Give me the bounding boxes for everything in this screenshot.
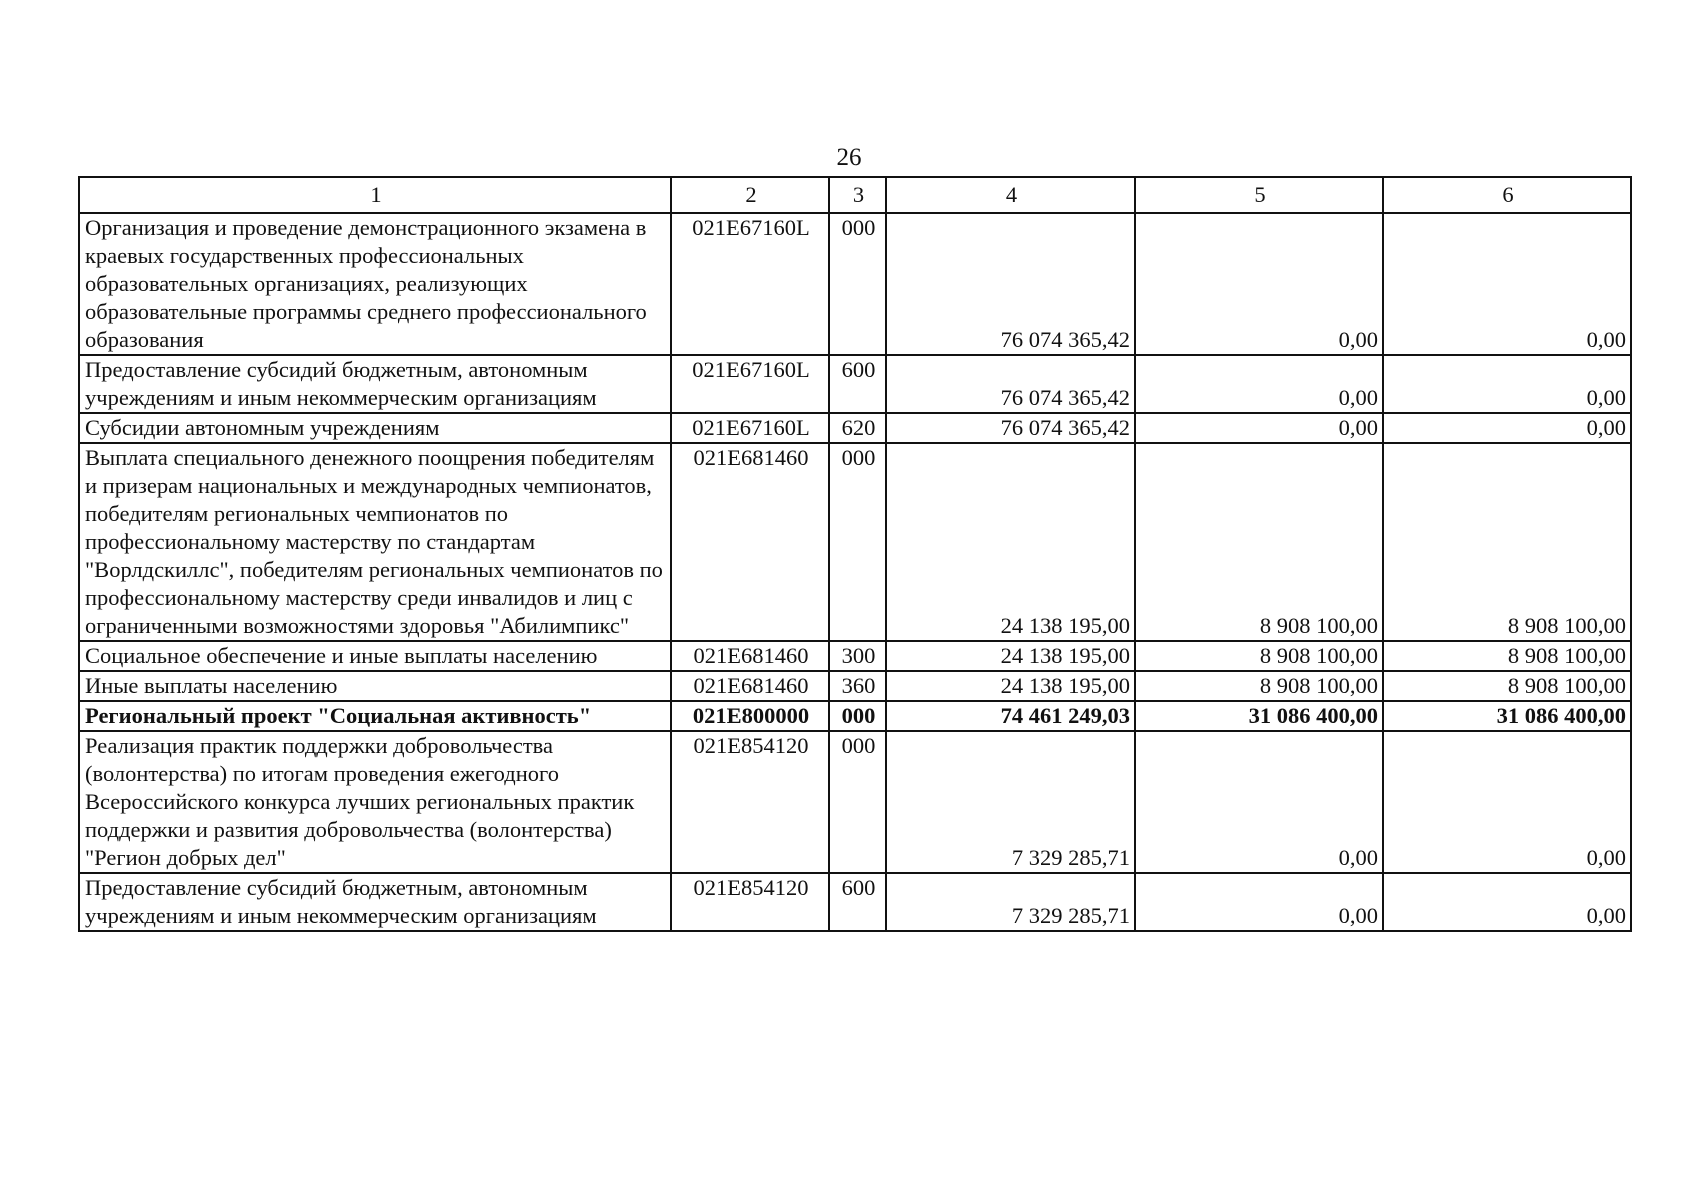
amount-col-5: 8 908 100,00 (1135, 443, 1383, 641)
amount-col-4: 74 461 249,03 (886, 701, 1135, 731)
amount-col-6: 0,00 (1383, 213, 1631, 355)
amount-col-4: 24 138 195,00 (886, 641, 1135, 671)
expense-type-code: 000 (829, 731, 886, 873)
amount-col-4: 24 138 195,00 (886, 671, 1135, 701)
row-name: Региональный проект "Социальная активность" (79, 701, 671, 731)
row-name: Социальное обеспечение и иные выплаты населению (79, 641, 671, 671)
row-name: Реализация практик поддержки добровольчества (волонтерства) по итогам проведения ежегодного Всероссийского конкурса лучших региональных практик поддержки и развития добровольчества (волонтерства) "Регион добрых дел" (79, 731, 671, 873)
row-name: Субсидии автономным учреждениям (79, 413, 671, 443)
table-row (79, 213, 1631, 355)
amount-col-4: 7 329 285,71 (886, 731, 1135, 873)
target-article-code: 021E67160L (671, 355, 829, 413)
amount-col-6: 0,00 (1383, 731, 1631, 873)
amount-col-4: 24 138 195,00 (886, 443, 1135, 641)
table-row (79, 641, 1631, 671)
column-number-row (79, 177, 1631, 213)
target-article-code: 021E854120 (671, 731, 829, 873)
target-article-code: 021E800000 (671, 701, 829, 731)
column-header: 6 (1383, 177, 1631, 213)
column-header: 3 (829, 177, 886, 213)
table-row (79, 443, 1631, 641)
amount-col-5: 31 086 400,00 (1135, 701, 1383, 731)
expense-type-code: 360 (829, 671, 886, 701)
target-article-code: 021E681460 (671, 443, 829, 641)
expense-type-code: 000 (829, 213, 886, 355)
amount-col-6: 8 908 100,00 (1383, 443, 1631, 641)
table-row (79, 731, 1631, 873)
amount-col-6: 8 908 100,00 (1383, 671, 1631, 701)
target-article-code: 021E67160L (671, 413, 829, 443)
amount-col-6: 31 086 400,00 (1383, 701, 1631, 731)
table-row (79, 413, 1631, 443)
column-header: 5 (1135, 177, 1383, 213)
table-row (79, 355, 1631, 413)
amount-col-5: 0,00 (1135, 873, 1383, 931)
amount-col-5: 8 908 100,00 (1135, 671, 1383, 701)
amount-col-5: 0,00 (1135, 731, 1383, 873)
expense-type-code: 300 (829, 641, 886, 671)
column-header: 1 (79, 177, 671, 213)
expense-type-code: 600 (829, 873, 886, 931)
target-article-code: 021E681460 (671, 641, 829, 671)
row-name: Предоставление субсидий бюджетным, автономным учреждениям и иным некоммерческим организациям (79, 873, 671, 931)
expense-type-code: 000 (829, 443, 886, 641)
row-name: Предоставление субсидий бюджетным, автономным учреждениям и иным некоммерческим организациям (79, 355, 671, 413)
row-name: Иные выплаты населению (79, 671, 671, 701)
amount-col-5: 0,00 (1135, 213, 1383, 355)
target-article-code: 021E854120 (671, 873, 829, 931)
amount-col-6: 0,00 (1383, 355, 1631, 413)
page-number: 26 (836, 144, 862, 171)
amount-col-5: 8 908 100,00 (1135, 641, 1383, 671)
budget-table (78, 176, 1632, 932)
table-row (79, 671, 1631, 701)
amount-col-4: 7 329 285,71 (886, 873, 1135, 931)
amount-col-5: 0,00 (1135, 355, 1383, 413)
amount-col-6: 0,00 (1383, 413, 1631, 443)
target-article-code: 021E67160L (671, 213, 829, 355)
expense-type-code: 600 (829, 355, 886, 413)
row-name: Выплата специального денежного поощрения победителям и призерам национальных и международных чемпионатов, победителям региональных чемпионатов по профессиональному мастерству по стандартам "Ворлдскиллс", победителям региональных чемпионатов по профессиональному мастерству среди инвалидов и лиц с ограниченными возможностями здоровья "Абилимпикс" (79, 443, 671, 641)
amount-col-6: 8 908 100,00 (1383, 641, 1631, 671)
column-header: 2 (671, 177, 829, 213)
expense-type-code: 000 (829, 701, 886, 731)
table-row-project-total (79, 701, 1631, 731)
amount-col-4: 76 074 365,42 (886, 355, 1135, 413)
amount-col-4: 76 074 365,42 (886, 413, 1135, 443)
amount-col-5: 0,00 (1135, 413, 1383, 443)
table-row (79, 873, 1631, 931)
amount-col-6: 0,00 (1383, 873, 1631, 931)
target-article-code: 021E681460 (671, 671, 829, 701)
column-header: 4 (886, 177, 1135, 213)
expense-type-code: 620 (829, 413, 886, 443)
amount-col-4: 76 074 365,42 (886, 213, 1135, 355)
row-name: Организация и проведение демонстрационного экзамена в краевых государственных профессиональных образовательных организациях, реализующих образовательные программы среднего профессионального образования (79, 213, 671, 355)
